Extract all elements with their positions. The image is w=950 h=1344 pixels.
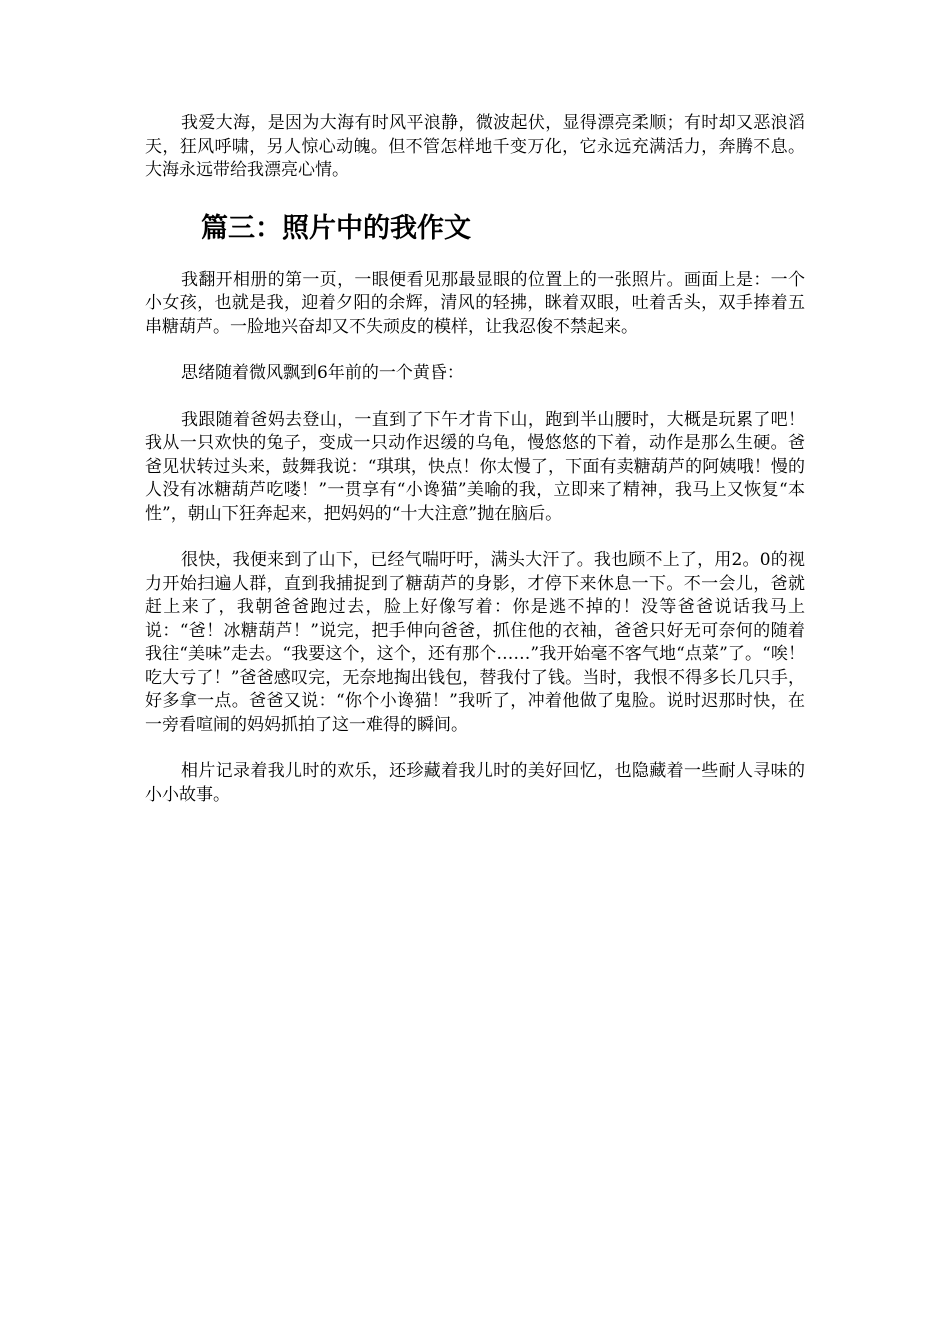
paragraph-candied-haws: 很快，我便来到了山下，已经气喘吁吁，满头大汗了。我也顾不上了，用2。0的视力开始扫遍人群，直到我捕捉到了糖葫芦的身影，才停下来休息一下。不一会儿，爸就赶上来了，我朝爸爸跑过去，脸上好像写着：你是逃不掉的！没等爸爸说话我马上说：“爸！冰糖葫芦！”说完，把手伸向爸爸，抓住他的衣袖，爸爸只好无可奈何的随着我往“美味”走去。“我要这个，这个，还有那个……”我开始毫不客气地“点菜”了。“唉！吃大亏了！”爸爸感叹完，无奈地掏出钱包，替我付了钱。当时，我恨不得多长几只手，好多拿一点。爸爸又说：“你个小谗猫！”我听了，冲着他做了鬼脸。说时迟那时快，在一旁看喧闹的妈妈抓拍了这一难得的瞬间。 [145,550,805,735]
document-page [145,112,805,807]
paragraph-memory-intro: 思绪随着微风飘到6年前的一个黄昏： [181,363,464,383]
paragraph-photo-album: 我翻开相册的第一页，一眼便看见那最显眼的位置上的一张照片。画面上是：一个小女孩，也就是我，迎着夕阳的余辉，清风的轻拂，眯着双眼，吐着舌头，双手捧着五串糖葫芦。一脸地兴奋却又不失顽皮的模样，让我忍俊不禁起来。 [145,269,805,337]
paragraph-sea: 我爱大海，是因为大海有时风平浪静，微波起伏，显得漂亮柔顺；有时却又恶浪滔天，狂风呼啸，另人惊心动魄。但不管怎样地千变万化，它永远充满活力，奔腾不息。大海永远带给我漂亮心情。 [145,113,805,180]
essay-heading: 篇三：照片中的我作文 [201,212,471,244]
paragraph-mountain: 我跟随着爸妈去登山，一直到了下午才肯下山，跑到半山腰时，大概是玩累了吧！我从一只欢快的兔子，变成一只动作迟缓的乌龟，慢悠悠的下着，动作是那么生硬。爸爸见状转过头来，鼓舞我说：“琪琪，快点！你太慢了，下面有卖糖葫芦的阿姨哦！慢的人没有冰糖葫芦吃喽！”一贯享有“小谗猫”美喻的我，立即来了精神，我马上又恢复“本性”，朝山下狂奔起来，把妈妈的“十大注意”抛在脑后。 [145,409,805,524]
paragraph-conclusion: 相片记录着我儿时的欢乐，还珍藏着我儿时的美好回忆，也隐藏着一些耐人寻味的小小故事。 [145,761,805,805]
